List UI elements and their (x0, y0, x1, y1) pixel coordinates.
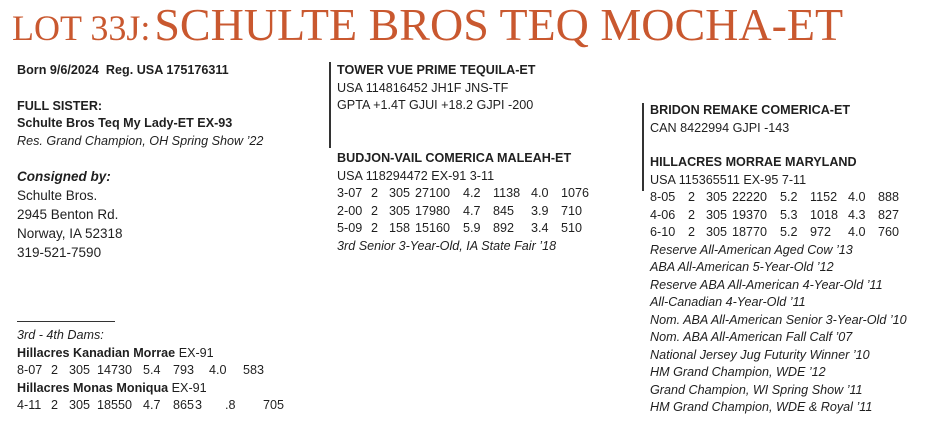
record-cell: 845 (493, 203, 515, 218)
mgd-registration: USA 115365511 EX-95 7-11 (650, 172, 807, 187)
sire-registration: USA 114816452 JH1F JNS-TF (337, 80, 509, 95)
record-cell: 4.0 (531, 186, 549, 200)
mgs-section (650, 102, 850, 137)
record-cell: 305 (706, 207, 728, 222)
record-cell: 3 (195, 398, 203, 412)
animal-name: SCHULTE BROS TEQ MOCHA-ET (154, 0, 844, 50)
record-cell: 4.2 (463, 186, 481, 200)
record-cell: 1152 (810, 190, 838, 204)
dam-record (337, 203, 597, 221)
mgs-bracket-line (642, 103, 644, 191)
record-cell: 2 (371, 221, 379, 235)
record-cell: 1076 (561, 186, 590, 200)
dams-label: 3rd - 4th Dams: (17, 328, 104, 342)
record-cell: 22220 (732, 190, 768, 204)
birth-date: Born 9/6/2024 (17, 63, 99, 77)
record-cell: 2 (371, 203, 379, 218)
record-cell: 4.0 (848, 190, 866, 204)
record-cell: 2-00 (337, 203, 363, 218)
record-cell: 4.0 (209, 363, 227, 377)
record-cell: 5-09 (337, 221, 363, 235)
lot-number: LOT 33J: (12, 8, 151, 48)
award-line: ABA All-American 5-Year-Old ’12 (650, 260, 834, 274)
record-cell: 305 (389, 186, 411, 200)
record-cell: 4.7 (463, 203, 481, 218)
record-cell: 18550 (97, 398, 133, 412)
record-cell: 888 (878, 190, 900, 204)
dam-award: 3rd Senior 3-Year-Old, IA State Fair ’18 (337, 238, 557, 253)
record-cell: 5.4 (143, 363, 161, 377)
registration-number: Reg. USA 175176311 (105, 63, 229, 77)
dam-record (337, 220, 597, 238)
record-cell: 4-06 (650, 207, 676, 222)
record-cell: 760 (878, 225, 900, 239)
record-cell: 3.9 (531, 203, 549, 218)
dam4-name: Hillacres Monas Moniqua (17, 380, 169, 395)
dam-section (337, 150, 597, 255)
record-cell: 705 (263, 398, 285, 412)
consignor-line: 2945 Benton Rd. (17, 206, 119, 222)
mgd-record (650, 189, 910, 207)
record-cell: 5.2 (780, 190, 798, 204)
dam4-record (17, 397, 287, 415)
record-cell: 892 (493, 221, 515, 235)
record-cell: 510 (561, 221, 583, 235)
mgd-name: HILLACRES MORRAE MARYLAND (650, 155, 857, 169)
dams-divider (17, 321, 115, 322)
sire-name: TOWER VUE PRIME TEQUILA-ET (337, 63, 536, 77)
award-line: Nom. ABA All-American Senior 3-Year-Old ’10 (650, 312, 907, 327)
record-cell: 4.3 (848, 207, 866, 222)
lot-title (12, 2, 843, 48)
record-cell: 2 (688, 225, 696, 239)
full-sister-name: Schulte Bros Teq My Lady-ET EX-93 (17, 116, 233, 130)
record-cell: 19370 (732, 207, 768, 222)
record-cell: 2 (371, 186, 379, 200)
award-line: Grand Champion, WI Spring Show ’11 (650, 382, 863, 397)
mgs-registration: CAN 8422994 GJPI -143 (650, 120, 790, 135)
record-cell: 14730 (97, 363, 133, 377)
mgs-name: BRIDON REMAKE COMERICA-ET (650, 103, 851, 117)
dam3-score: EX-91 (178, 345, 214, 360)
record-cell: 305 (706, 225, 728, 239)
dam3-name: Hillacres Kanadian Morrae (17, 345, 176, 360)
record-cell: 5.3 (780, 207, 798, 222)
record-cell: .8 (225, 398, 236, 412)
record-cell: 305 (706, 190, 728, 204)
record-cell: 17980 (415, 203, 451, 218)
sire-bracket-line (329, 62, 331, 148)
consignor-line: Norway, IA 52318 (17, 225, 123, 241)
consigned-label: Consigned by: (17, 169, 111, 184)
record-cell: 865 (173, 398, 195, 412)
record-cell: 2 (51, 398, 59, 412)
full-sister-award: Res. Grand Champion, OH Spring Show ’22 (17, 133, 264, 148)
award-line: Nom. ABA All-American Fall Calf ’07 (650, 330, 853, 344)
dam-record (337, 185, 597, 203)
record-cell: 305 (69, 363, 91, 377)
award-line: HM Grand Champion, WDE & Royal ’11 (650, 400, 873, 414)
record-cell: 793 (173, 363, 195, 377)
consignor-address (17, 186, 263, 262)
record-cell: 18770 (732, 225, 768, 239)
mgd-section (650, 154, 910, 417)
record-cell: 4.7 (143, 398, 161, 412)
record-cell: 1138 (493, 186, 521, 200)
record-cell: 710 (561, 203, 583, 218)
dam-name: BUDJON-VAIL COMERICA MALEAH-ET (337, 151, 572, 165)
sire-section (337, 62, 535, 115)
mgd-record (650, 207, 910, 225)
record-cell: 3-07 (337, 186, 363, 200)
record-cell: 305 (69, 398, 91, 412)
record-cell: 15160 (415, 221, 451, 235)
record-cell: 2 (688, 190, 696, 204)
dam3-record (17, 362, 287, 380)
record-cell: 5.2 (780, 225, 798, 239)
record-cell: 5.9 (463, 221, 481, 235)
award-line: All-Canadian 4-Year-Old ’11 (650, 295, 806, 309)
record-cell: 2 (51, 363, 59, 377)
full-sister-label: FULL SISTER: (17, 98, 103, 113)
dam4-score: EX-91 (171, 380, 207, 395)
award-line: National Jersey Jug Futurity Winner ’10 (650, 347, 870, 362)
dam-registration: USA 118294472 EX-91 3-11 (337, 168, 495, 183)
record-cell: 4.0 (848, 225, 866, 239)
award-line: Reserve ABA All-American 4-Year-Old ’11 (650, 277, 883, 292)
record-cell: 8-05 (650, 190, 676, 204)
consignor-line: Schulte Bros. (17, 187, 98, 203)
record-cell: 583 (243, 363, 265, 377)
sire-proof: GPTA +1.4T GJUI +18.2 GJPI -200 (337, 98, 534, 112)
record-cell: 2 (688, 207, 696, 222)
record-cell: 158 (389, 221, 411, 235)
mgd-awards (650, 242, 910, 417)
record-cell: 6-10 (650, 225, 676, 239)
record-cell: 972 (810, 225, 832, 239)
record-cell: 3.4 (531, 221, 549, 235)
record-cell: 1018 (810, 207, 839, 222)
record-cell: 4-11 (17, 398, 42, 412)
record-cell: 305 (389, 203, 411, 218)
award-line: Reserve All-American Aged Cow ’13 (650, 242, 853, 257)
record-cell: 27100 (415, 186, 451, 200)
record-cell: 827 (878, 207, 900, 222)
left-column (17, 62, 263, 262)
consignor-line: 319-521-7590 (17, 244, 102, 260)
dams-section (17, 327, 287, 415)
award-line: HM Grand Champion, WDE ’12 (650, 365, 826, 379)
mgd-record (650, 224, 910, 242)
record-cell: 8-07 (17, 363, 43, 377)
